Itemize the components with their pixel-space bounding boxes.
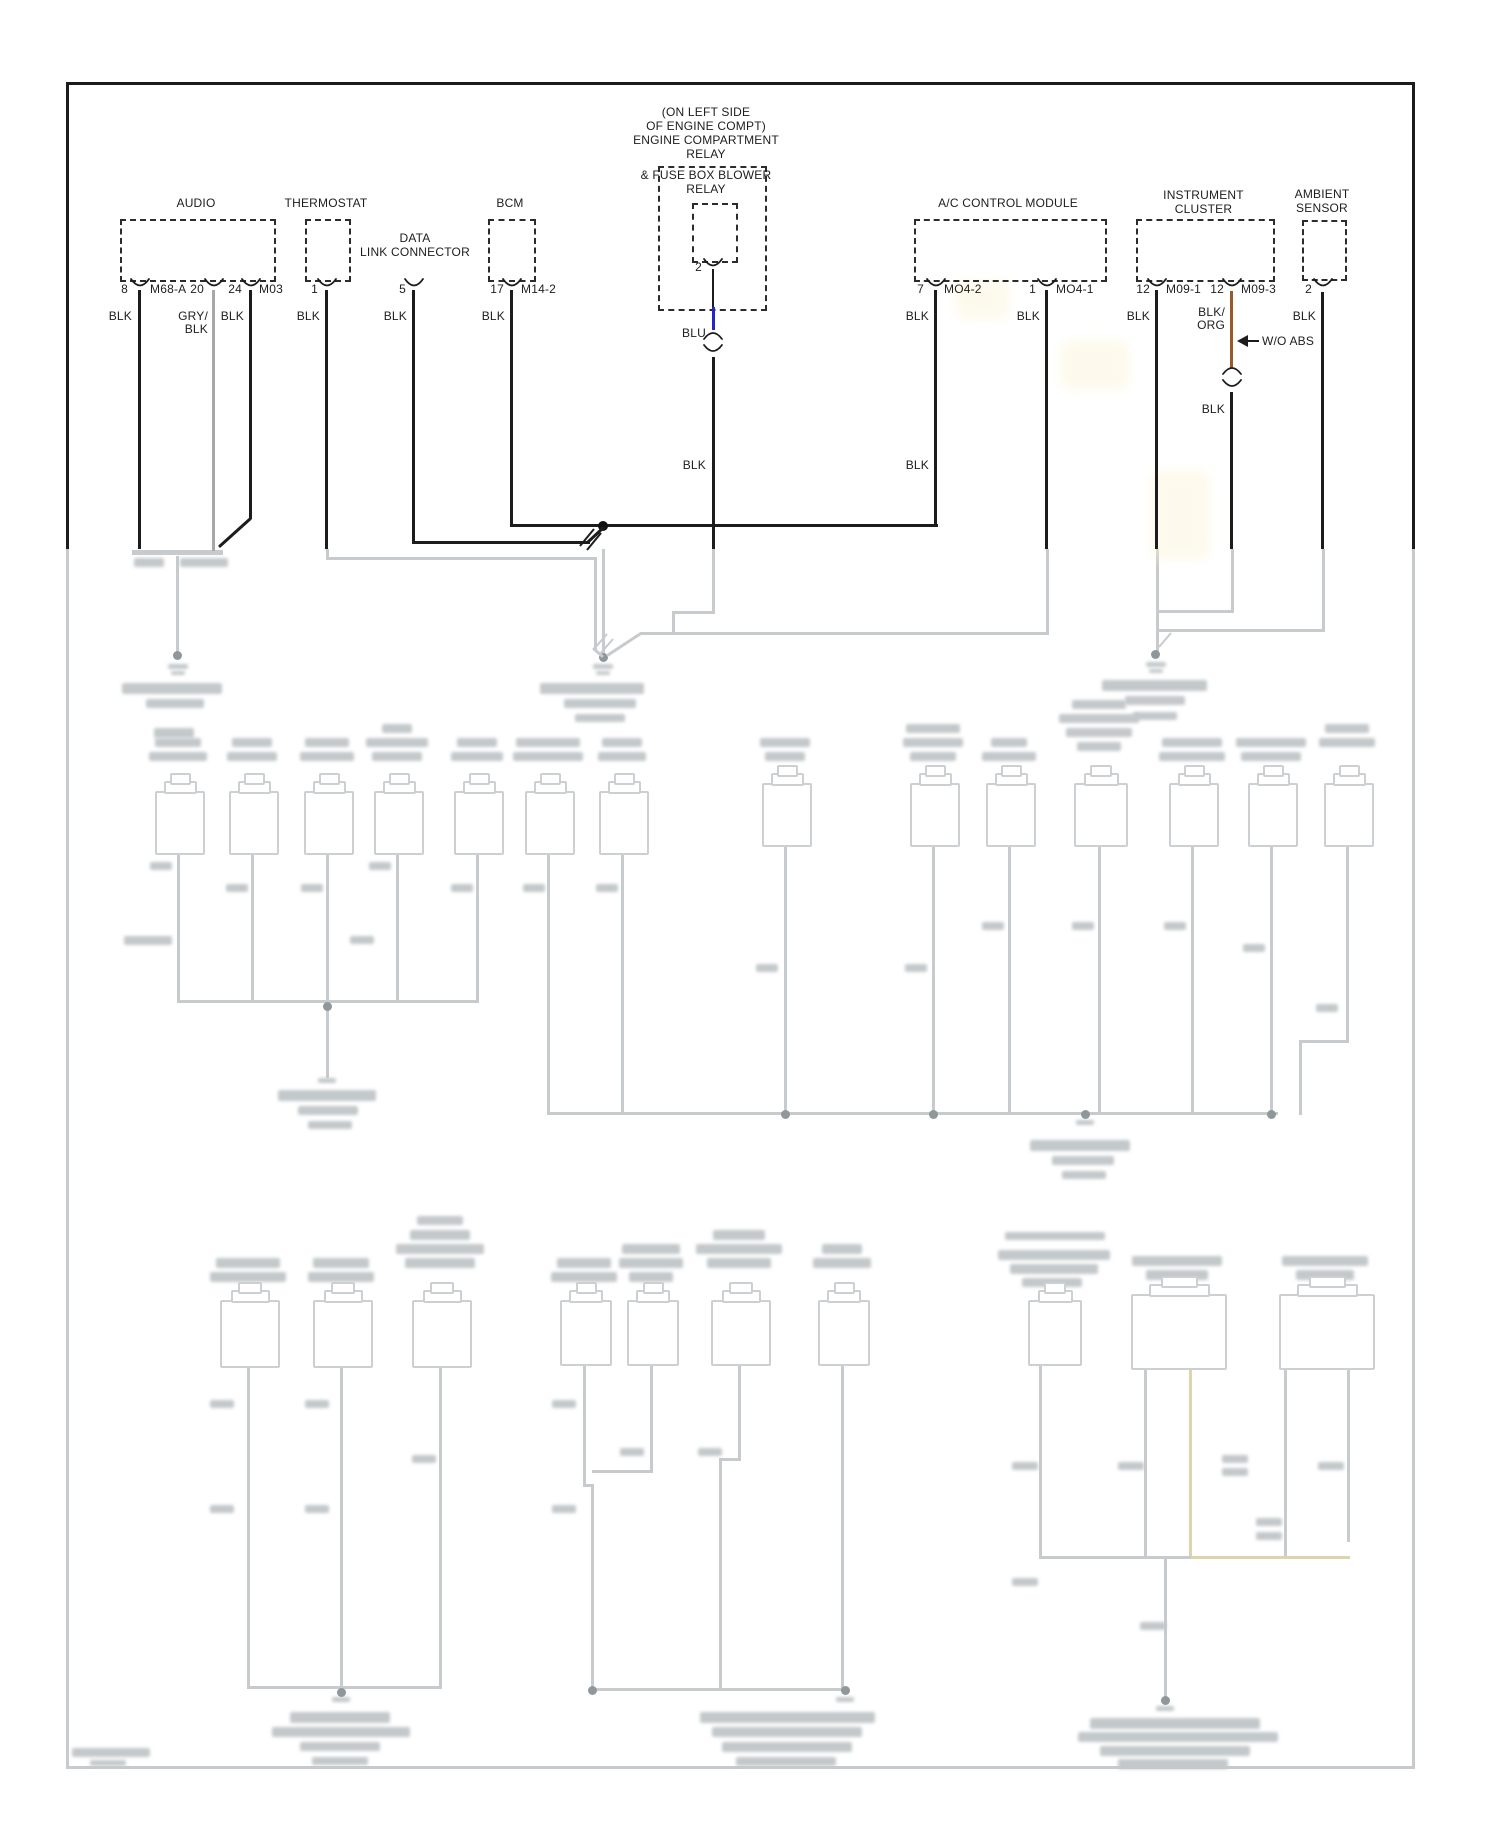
wire-color-label: BLK bbox=[1292, 309, 1316, 323]
wire-color-label: BLK bbox=[1016, 309, 1040, 323]
wire-color-label: BLK bbox=[1201, 402, 1225, 416]
wire-color-label: BLK bbox=[184, 322, 208, 336]
relay-note-line3: ENGINE COMPARTMENT bbox=[633, 133, 779, 147]
ambient-title-line1: AMBIENT bbox=[1294, 187, 1350, 201]
cluster-title-line1: INSTRUMENT bbox=[1163, 188, 1244, 202]
relay-note-line4: RELAY bbox=[686, 147, 726, 161]
relay-note-line2: OF ENGINE COMPT) bbox=[646, 119, 766, 133]
pin-number: 8 bbox=[121, 282, 128, 296]
without-abs-note: W/O ABS bbox=[1262, 334, 1315, 348]
wire-color-label: BLU bbox=[682, 326, 706, 340]
pin-number: 5 bbox=[399, 282, 406, 296]
pin-connector: M03 bbox=[259, 282, 283, 296]
wire-color-label: BLK bbox=[1126, 309, 1150, 323]
wire-color-label: BLK bbox=[905, 309, 929, 323]
pin-number: 7 bbox=[917, 282, 924, 296]
wire-color-label: BLK bbox=[383, 309, 407, 323]
relay-title-line2: RELAY bbox=[686, 182, 726, 196]
pin-connector: M09-1 bbox=[1166, 282, 1202, 296]
wire-color-label: BLK bbox=[481, 309, 505, 323]
pin-number: 2 bbox=[695, 260, 702, 274]
pin-number: 20 bbox=[190, 282, 204, 296]
pin-number: 12 bbox=[1136, 282, 1150, 296]
pin-number: 1 bbox=[311, 282, 318, 296]
ac-title: A/C CONTROL MODULE bbox=[938, 196, 1078, 210]
pin-connector: MO4-1 bbox=[1056, 282, 1094, 296]
pin-number: 24 bbox=[228, 282, 242, 296]
bcm-title: BCM bbox=[496, 196, 524, 210]
relay-title-line1: & FUSE BOX BLOWER bbox=[640, 168, 772, 182]
relay-note-line1: (ON LEFT SIDE bbox=[661, 105, 751, 119]
pin-number: 17 bbox=[490, 282, 504, 296]
wire-color-label: BLK bbox=[108, 309, 132, 323]
thermostat-title: THERMOSTAT bbox=[284, 196, 368, 210]
wire-color-label: BLK/ bbox=[1198, 305, 1225, 319]
wire-color-label: BLK bbox=[220, 309, 244, 323]
cluster-title-line2: CLUSTER bbox=[1174, 202, 1233, 216]
audio-title: AUDIO bbox=[176, 196, 216, 210]
pin-connector: M14-2 bbox=[521, 282, 557, 296]
pin-connector: MO4-2 bbox=[944, 282, 982, 296]
wire-color-label: BLK bbox=[296, 309, 320, 323]
dlc-title-line2: LINK CONNECTOR bbox=[360, 245, 470, 259]
wire-color-label: BLK bbox=[905, 458, 929, 472]
wire-color-label: GRY/ bbox=[178, 309, 208, 323]
pin-number: 12 bbox=[1210, 282, 1224, 296]
dlc-title-line1: DATA bbox=[399, 231, 431, 245]
pin-number: 1 bbox=[1029, 282, 1036, 296]
pin-connector: M68-A bbox=[150, 282, 187, 296]
wire-color-label: ORG bbox=[1197, 318, 1225, 332]
pin-connector: M09-3 bbox=[1241, 282, 1277, 296]
pin-number: 2 bbox=[1305, 282, 1312, 296]
wire-color-label: BLK bbox=[682, 458, 706, 472]
ambient-title-line2: SENSOR bbox=[1296, 201, 1348, 215]
